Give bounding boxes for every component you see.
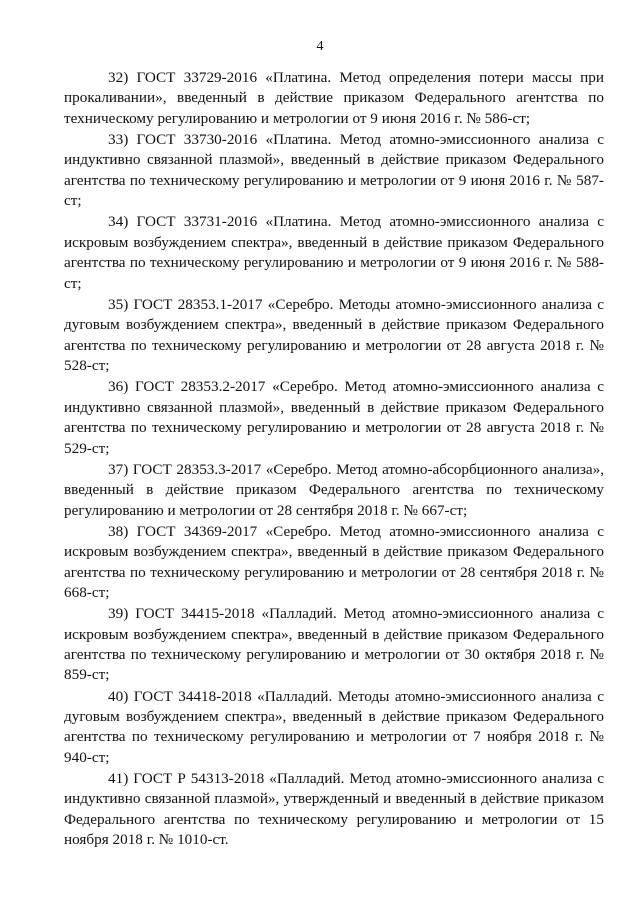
- list-item-40: 40) ГОСТ 34418-2018 «Палладий. Методы атомно-эмиссионного анализа с дуговым возбуждением спектра», введенный в действие приказом Федерального агентства по техническому регулированию и метрологии от 7 ноября 2018 г. № 940-ст;: [64, 687, 604, 766]
- list-item-35: 35) ГОСТ 28353.1-2017 «Серебро. Методы атомно-эмиссионного анализа с дуговым возбуждением спектра», введенный в действие приказом Федерального агентства по техническому регулированию и метрологии от 28 августа 2018 г. № 528-ст;: [64, 295, 604, 375]
- list-item-32: 32) ГОСТ 33729-2016 «Платина. Метод определения потери массы при прокаливании», введенный в действие приказом Федерального агентства по техническому регулированию и метрологии от 9 июня 2016 г. № 586-ст;: [64, 69, 604, 127]
- list-item-41: 41) ГОСТ Р 54313-2018 «Палладий. Метод атомно-эмиссионного анализа с индуктивно связанной плазмой», утвержденный и введенный в действие приказом Федерального агентства по техническому регулированию и метрологии от 15 ноября 2018 г. № 1010-ст.: [64, 769, 604, 849]
- list-item-37: 37) ГОСТ 28353.3-2017 «Серебро. Метод атомно-абсорбционного анализа», введенный в действие приказом Федерального агентства по техническому регулированию и метрологии от 28 сентября 2018 г. № 667-ст;: [64, 460, 604, 519]
- list-item-38: 38) ГОСТ 34369-2017 «Серебро. Метод атомно-эмиссионного анализа с искровым возбуждением спектра», введенный в действие приказом Федерального агентства по техническому регулированию и метрологии от 28 сентября 2018 г. № 668-ст;: [64, 522, 604, 601]
- list-item-39: 39) ГОСТ 34415-2018 «Палладий. Метод атомно-эмиссионного анализа с искровым возбуждением спектра», введенный в действие приказом Федерального агентства по техническому регулированию и метрологии от 30 октября 2018 г. № 859-ст;: [64, 605, 604, 684]
- document-body: [64, 68, 604, 851]
- page-number: 4: [316, 39, 324, 54]
- list-item-34: 34) ГОСТ 33731-2016 «Платина. Метод атомно-эмиссионного анализа с искровым возбуждением спектра», введенный в действие приказом Федерального агентства по техническому регулированию и метрологии от 9 июня 2016 г. № 588-ст;: [64, 213, 604, 292]
- list-item-36: 36) ГОСТ 28353.2-2017 «Серебро. Метод атомно-эмиссионного анализа с индуктивно связанной плазмой», введенный в действие приказом Федерального агентства по техническому регулированию и метрологии от 28 августа 2018 г. № 529-ст;: [64, 378, 604, 457]
- list-item-33: 33) ГОСТ 33730-2016 «Платина. Метод атомно-эмиссионного анализа с индуктивно связанной плазмой», введенный в действие приказом Федерального агентства по техническому регулированию и метрологии от 9 июня 2016 г. № 587-ст;: [64, 131, 604, 210]
